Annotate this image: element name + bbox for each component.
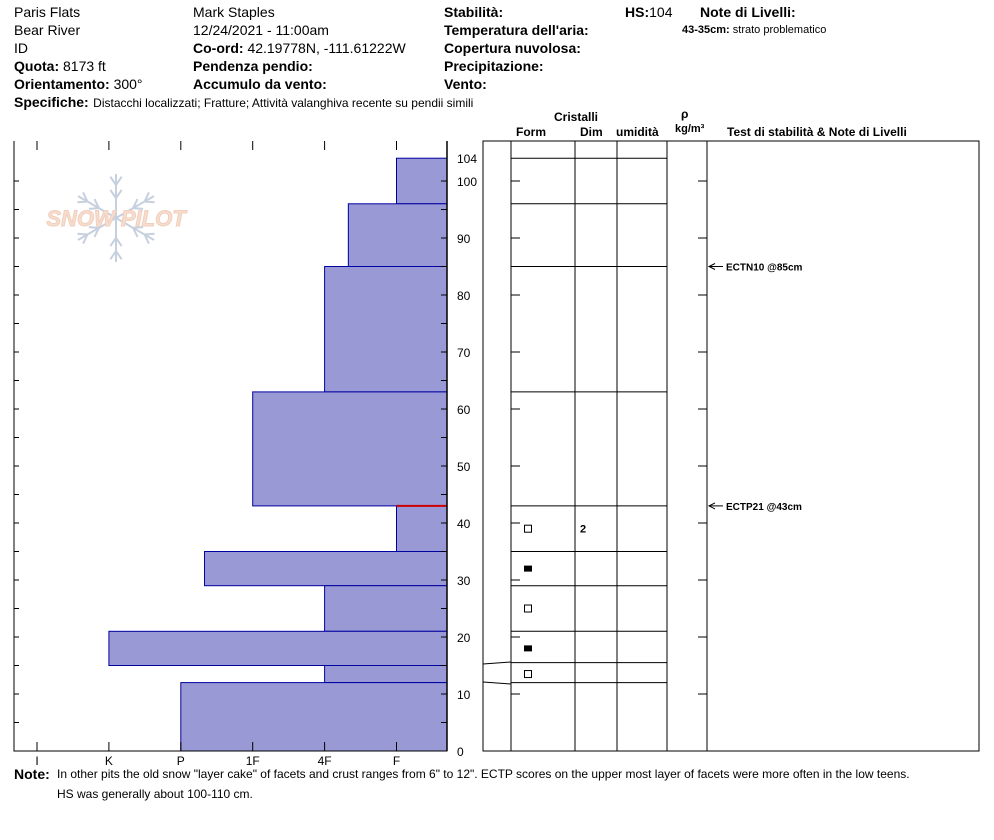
location: Paris Flats — [14, 4, 81, 20]
depth-tick-label: 40 — [457, 517, 471, 531]
depth-tick-label: 90 — [457, 232, 471, 246]
hardness-bar — [397, 506, 448, 552]
coord-label: Co-ord: — [193, 40, 244, 56]
size-header: Dim — [580, 125, 603, 139]
hardness-tick-label: I — [35, 754, 39, 768]
hardness-tick-label: 1F — [245, 754, 260, 768]
watermark-text: SNOW PILOT — [46, 206, 186, 231]
hardness-bar — [253, 392, 447, 506]
depth-tick-label: 60 — [457, 403, 471, 417]
form-header: Form — [516, 125, 546, 139]
elevation-label: Quota: — [14, 58, 60, 74]
note-label: Note: — [14, 766, 50, 782]
flake-branch — [77, 234, 87, 235]
table-frame — [483, 141, 979, 751]
layer-note-depth: 43-35cm: — [682, 24, 730, 36]
boundary-connector — [483, 662, 511, 664]
layer-notes-label: Note di Livelli: — [700, 4, 796, 20]
flake-branch — [145, 202, 155, 203]
layer-note-text: strato problematico — [732, 24, 827, 36]
hardness-bar — [205, 552, 447, 586]
hardness-tick-label: P — [176, 754, 185, 768]
depth-tick-label: 50 — [457, 460, 471, 474]
tests-header: Test di stabilità & Note di Livelli — [727, 125, 907, 139]
slope-label: Pendenza pendio: — [193, 58, 313, 74]
stability-test-label: ECTP21 @43cm — [726, 501, 802, 513]
hardness-tick-label: F — [392, 754, 401, 768]
crystals-header: Cristalli — [554, 110, 599, 124]
wind-label: Vento: — [444, 76, 487, 92]
moisture-header: umidità — [616, 125, 659, 139]
hardness-bar — [325, 267, 447, 392]
depth-tick-label: 0 — [457, 745, 464, 759]
aspect-value: 300° — [113, 76, 143, 92]
hardness-bar — [109, 631, 447, 665]
hardness-bar — [348, 204, 447, 267]
hardness-bar — [325, 666, 447, 683]
wind-loading-label: Accumulo da vento: — [193, 76, 327, 92]
density-unit: kg/m³ — [675, 123, 705, 135]
depth-tick-label: 80 — [457, 289, 471, 303]
grain-form-symbol — [525, 525, 532, 532]
flake-branch — [145, 234, 155, 235]
depth-tick-label: 10 — [457, 688, 471, 702]
hardness-tick-label: K — [104, 754, 113, 768]
cloud-label: Copertura nuvolosa: — [444, 40, 581, 56]
depth-tick-label: 20 — [457, 631, 471, 645]
boundary-connector — [483, 682, 511, 684]
observer: Mark Staples — [193, 4, 275, 20]
hs-value: 104 — [649, 4, 673, 20]
datetime: 12/24/2021 - 11:00am — [193, 22, 329, 38]
note-line-2: HS was generally about 100-110 cm. — [57, 787, 253, 801]
flake-branch — [77, 202, 87, 203]
stability-label: Stabilità: — [444, 4, 504, 20]
grain-form-symbol — [525, 671, 532, 678]
hardness-bar — [325, 586, 447, 632]
depth-tick-label: 104 — [457, 152, 478, 167]
hardness-tick-label: 4F — [317, 754, 332, 768]
density-symbol: ρ — [681, 107, 689, 121]
depth-tick-label: 30 — [457, 574, 471, 588]
depth-tick-label: 100 — [457, 175, 478, 189]
state: ID — [14, 40, 28, 56]
air-temp-label: Temperatura dell'aria: — [444, 22, 589, 38]
depth-tick-label: 70 — [457, 346, 471, 360]
grain-form-symbol — [524, 645, 532, 651]
hardness-bar — [181, 683, 447, 751]
specifics-label: Specifiche: — [14, 94, 89, 110]
grain-size-label: 2 — [580, 523, 587, 536]
grain-form-symbol — [524, 566, 532, 572]
specifics-text: Distacchi localizzati; Fratture; Attività valanghiva recente su pendii simili — [93, 96, 474, 110]
range: Bear River — [14, 22, 81, 38]
hs-label: HS: — [625, 4, 650, 20]
note-line-1: In other pits the old snow "layer cake" of facets and crust ranges from 6" to 12". ECTP scores on the upper most layer of facets were more often in the low teens. — [57, 767, 910, 781]
hardness-bar — [397, 158, 448, 204]
snowpilot-watermark — [46, 174, 187, 262]
aspect-label: Orientamento: — [14, 76, 110, 92]
elevation-value: 8173 ft — [63, 58, 106, 74]
coord-value: 42.19778N, -111.61222W — [247, 40, 406, 56]
grain-form-symbol — [525, 605, 532, 612]
stability-test-label: ECTN10 @85cm — [726, 262, 803, 274]
precip-label: Precipitazione: — [444, 58, 544, 74]
